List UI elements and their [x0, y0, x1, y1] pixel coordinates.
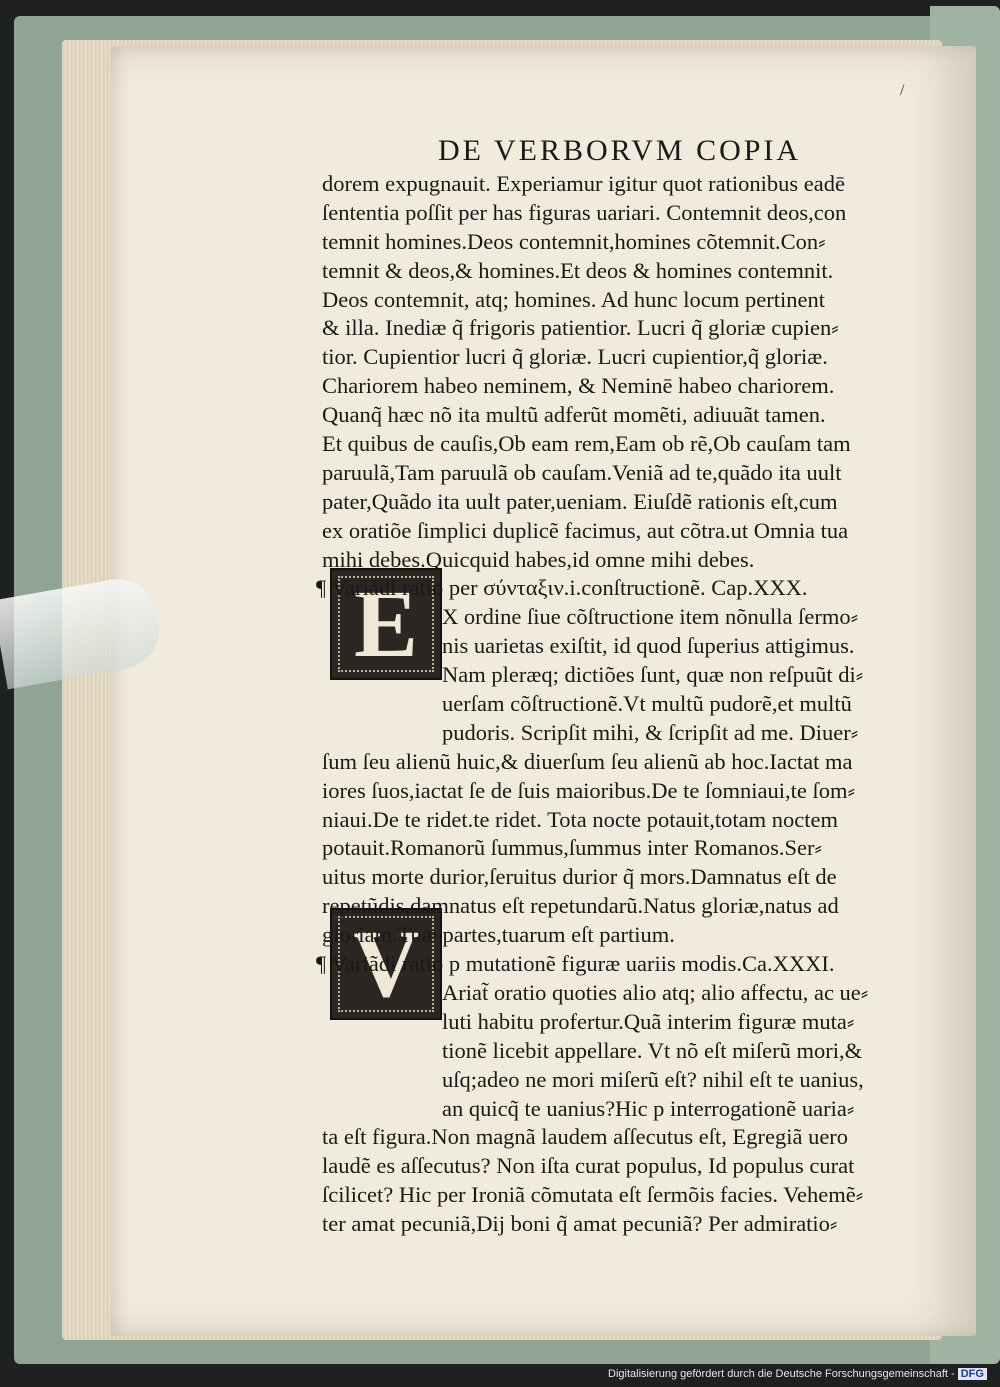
- text-line: temnit homines.Deos contemnit,homines cõtemnit.Con⸗: [322, 228, 826, 254]
- text-line: pudoris. Scripſit mihi, & ſcripſit ad me. Diuer⸗: [442, 719, 859, 745]
- text-line: uſq;adeo ne mori miſerũ eſt? nihil eſt te uanius,: [442, 1066, 864, 1092]
- text-line: Quanq̃ hæc nõ ita multũ adferũt momẽti, adiuuãt tamen.: [322, 402, 826, 428]
- text-line: luti habitu profertur.Quã interim figuræ muta⸗: [442, 1008, 855, 1034]
- text-line: Chariorem habeo neminem, & Neminē habeo chariorem.: [322, 373, 835, 399]
- chapter-heading-30: ¶ Variãdi ratio per σύνταξιν.i.conſtructionẽ. Cap.XXX.: [316, 575, 808, 601]
- text-line: ex oratiõe ſimplici duplicẽ facimus, aut cõtra.ut Omnia tua: [322, 517, 849, 543]
- text-line: ſum ſeu alienũ huic,& diuerſum ſeu alienũ ab hoc.Iactat ma: [322, 748, 853, 774]
- text-line: gloriam.Tuæ partes,tuarum eſt partium.: [322, 922, 675, 948]
- text-line: tionẽ licebit appellare. Vt nõ eſt miſerũ mori,&: [442, 1037, 863, 1063]
- text-line: tior. Cupientior lucri q̃ gloriæ. Lucri cupientior,q̃ gloriæ.: [322, 344, 828, 370]
- text-line: uerſam cõſtructionẽ.Vt multũ pudorẽ,et multũ: [442, 691, 852, 717]
- dfg-logo: DFG: [958, 1368, 987, 1380]
- text-line: X ordine ſiue cõſtructione item nõnulla ſermo⸗: [442, 604, 859, 630]
- text-line: an quicq̃ te uanius?Hic p interrogationẽ uaria⸗: [442, 1095, 855, 1121]
- text-line: Ariat̃ oratio quoties alio atq; alio affectu, ac ue⸗: [442, 979, 869, 1005]
- text-line: uitus morte durior,ſeruitus durior q̃ mors.Damnatus eſt de: [322, 864, 837, 890]
- text-line: repetũdis,damnatus eſt repetundarũ.Natus gloriæ,natus ad: [322, 893, 839, 919]
- text-block: [316, 170, 934, 1239]
- decorated-initial-e: E: [330, 568, 442, 680]
- text-line: ter amat pecuniã,Dij boni q̃ amat pecuniã? Per admiratio⸗: [322, 1211, 838, 1237]
- text-line: Et quibus de cauſis,Ob eam rem,Eam ob rẽ,Ob cauſam tam: [322, 431, 851, 457]
- text-line: iores ſuos,iactat ſe de ſuis maioribus.De te ſomniaui,te ſom⸗: [322, 777, 856, 803]
- footer-text: Digitalisierung gefördert durch die Deutsche Forschungsgemeinschaft -: [608, 1368, 955, 1380]
- text-line: paruulã,Tam paruulã ob cauſam.Veniã ad te,quãdo ita uult: [322, 459, 842, 485]
- text-line: Nam pleræq; dictiões ſunt, quæ non reſpuũt di⸗: [442, 662, 864, 688]
- text-line: ta eſt figura.Non magnã laudem aſſecutus eſt, Egregiã uero: [322, 1124, 849, 1150]
- text-line: dorem expugnauit. Experiamur igitur quot rationibus eadē: [322, 171, 845, 196]
- text-line: & illa. Inediæ q̃ frigoris patientior. Lucri q̃ gloriæ cupien⸗: [322, 315, 839, 341]
- text-line: pater,Quãdo ita uult pater,ueniam. Eiuſdẽ rationis eſt,cum: [322, 488, 838, 514]
- decorated-initial-v: V: [330, 908, 442, 1020]
- text-line: ſcilicet? Hic per Ironiã cõmutata eſt ſermõis facies. Vehemẽ⸗: [322, 1182, 864, 1208]
- running-head: DE VERBORVM COPIA: [438, 134, 802, 167]
- text-line: Deos contemnit, atq; homines. Ad hunc locum pertinent: [322, 286, 826, 312]
- chapter-heading-31: ¶ Variãdi ratio p mutationẽ figuræ uariis modis.Ca.XXXI.: [316, 951, 835, 977]
- text-line: niaui.De te ridet.te ridet. Tota nocte potauit,totam noctem: [322, 806, 838, 832]
- footer-credit: [608, 1368, 987, 1380]
- text-line: potauit.Romanorũ ſummus,ſummus inter Romanos.Ser⸗: [322, 835, 822, 861]
- page-mark: /: [900, 82, 905, 99]
- text-line: mihi debes.Quicquid habes,id omne mihi debes.: [322, 546, 755, 572]
- text-line: laudẽ es aſſecutus? Non iſta curat populus, Id populus curat: [322, 1153, 855, 1179]
- text-line: nis uarietas exiſtit, id quod ſuperius attigimus.: [442, 633, 855, 659]
- text-line: ſententia poſſit per has figuras uariari. Contemnit deos,con: [322, 199, 847, 225]
- text-line: temnit & deos,& homines.Et deos & homines contemnit.: [322, 257, 834, 283]
